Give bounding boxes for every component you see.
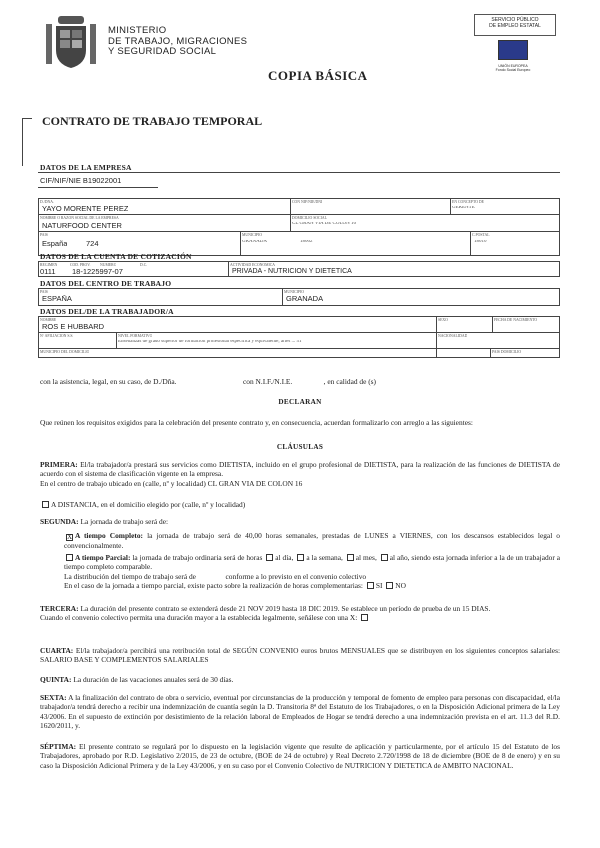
contract-title: CONTRATO DE TRABAJO TEMPORAL <box>42 114 263 128</box>
eu-flag-icon <box>498 40 528 60</box>
dia-checkbox[interactable] <box>266 554 273 561</box>
clausula-tercera: TERCERA: La duración del presente contrato se extenderá desde 21 NOV 2019 hasta 18 DIC 2019. Se establece un período de prueba de un 15 DIAS. Cuando el convenio colectivo permita una duración mayor a la establecida legalmente, señálese con una X: <box>40 604 491 623</box>
empresa-municipio: GRANADA <box>242 240 267 244</box>
label-municipio-dom: MUNICIPIO DEL DOMICILIO <box>40 350 90 354</box>
rule <box>282 288 283 306</box>
clausulas-heading: CLÁUSULAS <box>276 443 324 451</box>
empresa-pais-code: 724 <box>86 240 99 248</box>
label-regimen: RÉGIMEN <box>40 263 58 267</box>
label-actividad: ACTIVIDAD ECONÓMICA <box>230 263 276 267</box>
rule <box>228 261 229 277</box>
label-pais: PAÍS <box>40 233 48 237</box>
label-naf: Nº AFILIACIÓN S.S. <box>40 334 74 338</box>
label-razon: NOMBRE O RAZÓN SOCIAL DE LA EMPRESA <box>40 216 119 220</box>
empresa-representante: YAYO MORENTE PEREZ <box>42 205 129 213</box>
sepe-logo: SERVICIO PÚBLICO DE EMPLEO ESTATAL <box>474 14 556 36</box>
trabajador-nombre: ROS E HUBBARD <box>42 323 105 331</box>
cotizacion-actividad: PRIVADA - NUTRICION Y DIETETICA <box>232 268 352 275</box>
clausula-septima: SÉPTIMA: El presente contrato se regulará por lo dispuesto en la legislación vigente que resulte de aplicación y particularmente, por el artículo 15 del Estatuto de los Trabajadores, aprobado por R.D. Legislativo 2/2015, de 23 de octubre, (BOE de 24 de octubre) y Real Decreto 2.720/1998 de 18 de diciembre (BOE de 8 de enero) y en su caso la Disposición Adicional Primera y de la Ley 43/2006, y en su caso por el Convenio Colectivo de NUTRICION Y DIETETICA de AMBITO NACIONAL. <box>40 742 560 770</box>
clausula-primera: PRIMERA: El/la trabajador/a prestará sus servicios como DIETISTA, incluido en el grupo profesional de DIETISTA, para la realización de las funciones de DIETISTA de acuerdo con el sistema de clasificación vigente en la empresa. En el centro de trabajo ubicado en (calle, nº y localidad) CL GRAN VIA DE COLON 16 <box>40 460 560 488</box>
declaran-heading: DECLARAN <box>278 398 322 406</box>
label-sexo: SEXO <box>438 318 448 322</box>
distancia-option[interactable]: A DISTANCIA, en el domicilio elegido por (calle, nº y localidad) <box>40 500 560 509</box>
rule <box>38 172 560 173</box>
label-prov: CÓD. PROV. <box>70 263 91 267</box>
label-nivel: NIVEL FORMATIVO <box>118 334 153 338</box>
empresa-pais: España <box>42 240 68 248</box>
label-domicilio: DOMICILIO SOCIAL <box>292 216 327 220</box>
empresa-razon-social: NATURFOOD CENTER <box>42 222 122 230</box>
horas-complementarias: En el caso de la jornada a tiempo parcial, existe pacto sobre la realización de horas complementarias: SI NO <box>64 580 406 590</box>
rule <box>240 231 241 256</box>
convenio-checkbox[interactable] <box>361 614 368 621</box>
clausula-cuarta: CUARTA: El/la trabajador/a percibirá una retribución total de SEGÚN CONVENIO euros brutos MENSUALES que se distribuyen en los siguientes conceptos salariales: SALARIO BASE Y COMPLEMENTOS SALARIALES <box>40 646 561 665</box>
empresa-cp: 18010 <box>474 240 487 244</box>
distancia-checkbox[interactable] <box>42 501 49 508</box>
rule <box>490 348 491 358</box>
label-fecha-nac: FECHA DE NACIMIENTO <box>494 318 538 322</box>
clausula-sexta: SEXTA: A la finalización del contrato de obra o servicio, eventual por circunstancias de la producción y temporal de fomento de empleo para personas con discapacidad, el/la trabajador/a tendrá derecho a recibir una indemnización de cuantía según la D. Transitoria 8ª del Estatuto de los Trabajadores, o en la Disposición Adicional primera de la Ley 43/2006. En el supuesto de extinción por desistimiento de la relación laboral de Empleados de Hogar se tendrá derecho a una indemnización prevista en el art. 11.3 del R.D. 1620/2011, y. <box>40 693 560 730</box>
declaran-text: Que reúnen los requisitos exigidos para la celebración del presente contrato y, en consecuencia, acuerdan formalizarlo con arreglo a las siguientes: <box>40 418 473 427</box>
cotizacion-ccc: 18-1225997-07 <box>72 268 123 276</box>
coat-of-arms-icon <box>40 12 102 74</box>
label-centro-pais: PAÍS <box>40 290 48 294</box>
jornada-completa: X A tiempo Completo: la jornada de trabajo será de 40,00 horas semanales, prestadas de LUNES a VIERNES, con los descansos establecidos legal o convencionalmente. <box>64 531 560 550</box>
clausula-quinta: QUINTA: La duración de las vacaciones anuales será de 30 días. <box>40 675 234 684</box>
rule <box>436 316 437 358</box>
rule <box>116 332 117 348</box>
semana-checkbox[interactable] <box>297 554 304 561</box>
label-nacionalidad: NACIONALIDAD <box>438 334 468 338</box>
cotizacion-heading: DATOS DE LA CUENTA DE COTIZACIÓN <box>40 252 192 261</box>
rule <box>290 198 291 231</box>
centro-municipio: GRANADA <box>286 295 324 303</box>
trabajador-nivel: Enseñanzas de grado superior de formación profesional específica y equivalente, artes ... 51 <box>118 340 302 344</box>
label-numero: NÚMERO <box>100 263 117 267</box>
rule <box>470 231 471 256</box>
rule <box>38 187 158 188</box>
centro-pais: ESPAÑA <box>42 295 72 303</box>
centro-heading: DATOS DEL CENTRO DE TRABAJO <box>40 279 172 288</box>
si-checkbox[interactable] <box>367 582 374 589</box>
parcial-checkbox[interactable] <box>66 554 73 561</box>
ano-checkbox[interactable] <box>381 554 388 561</box>
label-dni: CON NIF/NIE/DNI <box>292 200 323 204</box>
empresa-heading: DATOS DE LA EMPRESA <box>40 163 132 172</box>
empresa-cargo: GERENTE <box>452 206 475 210</box>
empresa-cif: CIF/NIF/NIE B19022001 <box>40 177 122 185</box>
label-centro-municipio: MUNICIPIO <box>284 290 305 294</box>
eu-caption: UNIÓN EUROPEA Fondo Social Europeo <box>495 64 531 72</box>
no-checkbox[interactable] <box>386 582 393 589</box>
label-cp: C.POSTAL <box>472 233 490 237</box>
empresa-domicilio: CL GRAN VIA DE COLON 16 <box>292 222 357 226</box>
empresa-municipio-code: 18002 <box>300 240 313 244</box>
label-pais-dom: PAÍS DOMICILIO <box>492 350 522 354</box>
title-bracket <box>22 118 23 166</box>
rule <box>492 316 493 332</box>
completo-checkbox[interactable]: X <box>67 533 73 541</box>
rule <box>38 214 560 215</box>
rule <box>450 198 451 214</box>
label-trab-nombre: NOMBRE <box>40 318 57 322</box>
label-nombre: D./DÑA. <box>40 200 54 204</box>
rule <box>38 348 560 349</box>
trabajador-heading: DATOS DEL/DE LA TRABAJADOR/A <box>40 307 174 316</box>
clausula-segunda: SEGUNDA: La jornada de trabajo será de: <box>40 517 169 526</box>
mes-checkbox[interactable] <box>347 554 354 561</box>
representative-line: con la asistencia, legal, en su caso, de D./Dña. con N.I.F./N.I.E. , en calidad de (s) <box>40 377 377 386</box>
label-dc: D.C. <box>140 263 148 267</box>
cotizacion-regimen: 0111 <box>40 268 56 276</box>
jornada-parcial: A tiempo Parcial: la jornada de trabajo ordinaria será de horas al día, a la semana, al mes, al año, siendo esta jornada inferior a la de un trabajador a tiempo completo comparable. La distribución del tiempo de trabajo será de conforme a lo previsto en el convenio colectivo En el caso de la jornada a tiempo parcial, existe pacto sobre la realización de horas complementarias: SI NO <box>64 553 561 590</box>
ministry-name: MINISTERIO DE TRABAJO, MIGRACIONES Y SEGURIDAD SOCIAL <box>108 25 248 57</box>
title-bracket-top <box>22 118 32 119</box>
label-municipio: MUNICIPIO <box>242 233 263 237</box>
label-cargo: EN CONCEPTO DE <box>452 200 484 204</box>
document-label: COPIA BÁSICA <box>268 68 368 83</box>
rule <box>38 231 560 232</box>
